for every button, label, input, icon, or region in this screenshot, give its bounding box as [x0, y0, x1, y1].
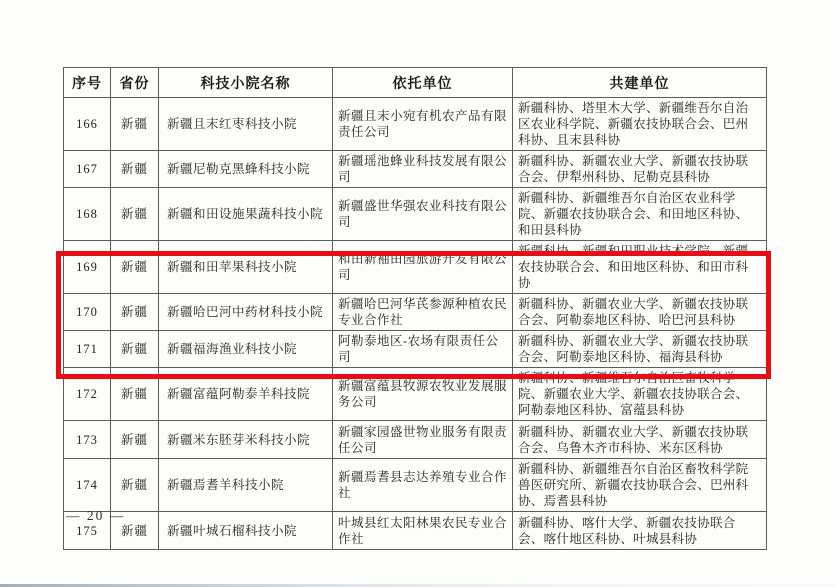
cell-province: 新疆: [111, 241, 159, 294]
cell-serial-number: 172: [64, 368, 111, 421]
cell-serial-number: 170: [64, 294, 111, 331]
cell-serial-number: 175: [64, 512, 111, 550]
cell-province: 新疆: [111, 459, 159, 512]
cell-province: 新疆: [111, 421, 159, 459]
table-row: [64, 98, 767, 151]
cell-supporting-unit: 和田新袖田园旅游开发有限公司: [333, 241, 513, 294]
header-institute-name: 科技小院名称: [159, 68, 333, 98]
cell-serial-number: 166: [64, 98, 111, 151]
cell-co-building-units: 新疆科协、新疆维吾尔自治区畜牧科学院兽医研究所、新疆农技协联合会、巴州科协、焉耆县科协: [513, 459, 767, 512]
header-serial-number: 序号: [64, 68, 111, 98]
cell-institute-name: 新疆叶城石榴科技小院: [159, 512, 333, 550]
table-row: [64, 368, 767, 421]
cell-serial-number: 174: [64, 459, 111, 512]
cell-supporting-unit: 新疆焉耆县志达养殖专业合作社: [333, 459, 513, 512]
cell-institute-name: 新疆和田设施果蔬科技小院: [159, 188, 333, 241]
cell-province: 新疆: [111, 294, 159, 331]
cell-institute-name: 新疆且末红枣科技小院: [159, 98, 333, 151]
table-row: [64, 151, 767, 188]
table-header-row: [64, 68, 767, 98]
table-row: [64, 294, 767, 331]
cell-supporting-unit: 新疆且末小宛有机农产品有限责任公司: [333, 98, 513, 151]
cell-serial-number: 169: [64, 241, 111, 294]
cell-co-building-units: 新疆科协、新疆和田职业技术学院、新疆农技协联合会、和田地区科协、和田市科协: [513, 241, 767, 294]
cell-supporting-unit: 新疆富蕴县牧源农牧业发展服务公司: [333, 368, 513, 421]
cell-serial-number: 171: [64, 331, 111, 368]
cell-institute-name: 新疆焉耆羊科技小院: [159, 459, 333, 512]
cell-co-building-units: 新疆科协、新疆农业大学、新疆农技协联合会、阿勒泰地区科协、福海县科协: [513, 331, 767, 368]
institutes-table: [63, 67, 767, 550]
cell-supporting-unit: 叶城县红太阳林果农民专业合作社: [333, 512, 513, 550]
cell-province: 新疆: [111, 188, 159, 241]
cell-co-building-units: 新疆科协、新疆农业大学、新疆农技协联合会、伊犁州科协、尼勒克县科协: [513, 151, 767, 188]
table-body: [64, 98, 767, 550]
cell-province: 新疆: [111, 331, 159, 368]
cell-serial-number: 173: [64, 421, 111, 459]
cell-institute-name: 新疆米东胚芽米科技小院: [159, 421, 333, 459]
table-row: [64, 459, 767, 512]
cell-supporting-unit: 新疆瑶池蜂业科技发展有限公司: [333, 151, 513, 188]
cell-supporting-unit: 阿勒泰地区-农场有限责任公司: [333, 331, 513, 368]
header-supporting-unit: 依托单位: [333, 68, 513, 98]
cell-serial-number: 167: [64, 151, 111, 188]
page-number: — 20 —: [66, 508, 126, 523]
cell-co-building-units: 新疆科协、新疆农业大学、新疆农技协联合会、阿勒泰地区科协、哈巴河县科协: [513, 294, 767, 331]
table-row: [64, 331, 767, 368]
cell-institute-name: 新疆哈巴河中药材科技小院: [159, 294, 333, 331]
cell-serial-number: 168: [64, 188, 111, 241]
cell-province: 新疆: [111, 368, 159, 421]
cell-co-building-units: 新疆科协、新疆农业大学、新疆农技协联合会、乌鲁木齐市科协、米东区科协: [513, 421, 767, 459]
header-co-building-units: 共建单位: [513, 68, 767, 98]
cell-institute-name: 新疆福海渔业科技小院: [159, 331, 333, 368]
cell-supporting-unit: 新疆家园盛世物业服务有限责任公司: [333, 421, 513, 459]
header-province: 省份: [111, 68, 159, 98]
cell-province: 新疆: [111, 98, 159, 151]
cell-co-building-units: 新疆科协、塔里木大学、新疆维吾尔自治区农业科学院、新疆农技协联合会、巴州科协、且末县科协: [513, 98, 767, 151]
cell-co-building-units: 新疆科协、新疆维吾尔自治区畜牧科学院、新疆农业大学、新疆农技协联合会、阿勒泰地区科协、富蕴县科协: [513, 368, 767, 421]
cell-institute-name: 新疆和田苹果科技小院: [159, 241, 333, 294]
cell-co-building-units: 新疆科协、新疆维吾尔自治区农业科学院、新疆农技协联合会、和田地区科协、和田县科协: [513, 188, 767, 241]
cell-supporting-unit: 新疆盛世华强农业科技有限公司: [333, 188, 513, 241]
cell-co-building-units: 新疆科协、喀什大学、新疆农技协联合会、喀什地区科协、叶城县科协: [513, 512, 767, 550]
cell-institute-name: 新疆富蕴阿勒泰羊科技院: [159, 368, 333, 421]
table-row: [64, 512, 767, 550]
cell-supporting-unit: 新疆哈巴河华芪参源种植农民专业合作社: [333, 294, 513, 331]
table-row: [64, 241, 767, 294]
cell-institute-name: 新疆尼勒克黑蜂科技小院: [159, 151, 333, 188]
cell-province: 新疆: [111, 151, 159, 188]
cell-province: 新疆: [111, 512, 159, 550]
table-row: [64, 421, 767, 459]
table-row: [64, 188, 767, 241]
